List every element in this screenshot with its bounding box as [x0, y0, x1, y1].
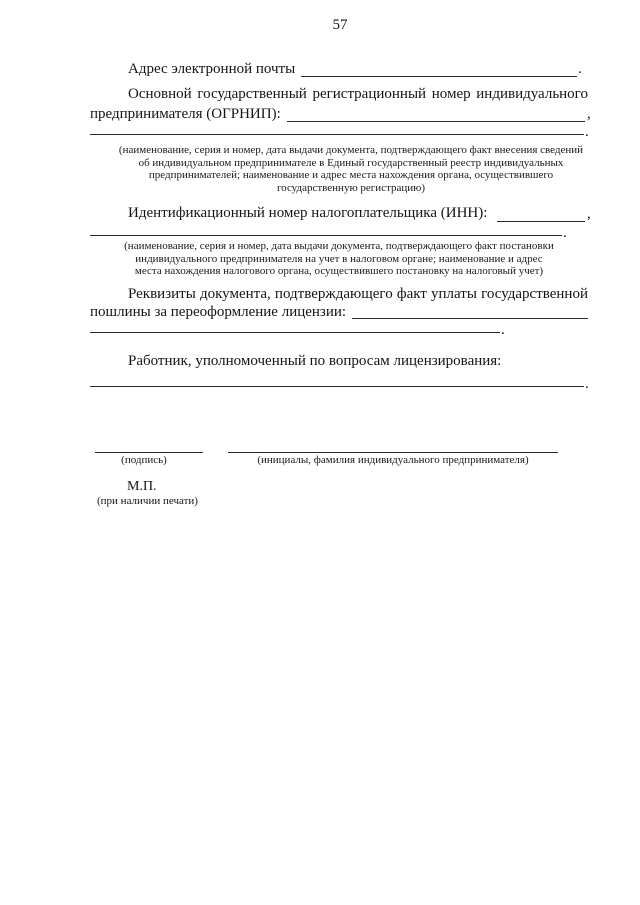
- licensing-officer-blank-line: [90, 386, 584, 387]
- stamp-label: М.П.: [127, 479, 157, 494]
- email-end-punctuation: .: [578, 61, 582, 77]
- email-blank-line: [301, 76, 577, 77]
- ogrnip-continuation-blank-line: [90, 134, 584, 135]
- label-word: факт: [396, 286, 427, 302]
- inn-caption-line: места нахождения налогового органа, осуществившего постановку на налоговый учет): [134, 265, 544, 277]
- ogrnip-caption: [100, 144, 602, 194]
- fee-document-label-line1: [128, 286, 588, 303]
- ogrnip-caption-line: предпринимателей; наименование и адрес места нахождения органа, осуществившего: [148, 169, 554, 181]
- inn-continuation-blank-line: [90, 235, 562, 236]
- page-number: 57: [332, 17, 348, 33]
- signature-caption: (подпись): [121, 454, 167, 466]
- ogrnip-caption-line: об индивидуальном предпринимателе в Единый государственный реестр индивидуальных: [138, 156, 564, 169]
- ogrnip-label-line2: предпринимателя (ОГРНИП):: [90, 106, 281, 122]
- label-word: Реквизиты: [128, 286, 196, 302]
- fee-document-label-line2: пошлины за переоформление лицензии:: [90, 304, 347, 320]
- inn-continuation-end-punctuation: .: [563, 225, 567, 241]
- label-word: индивидуального: [476, 86, 588, 102]
- name-line: [228, 452, 558, 453]
- signature-line: [95, 452, 203, 453]
- inn-line-end-punctuation: ,: [587, 206, 591, 222]
- label-word: уплаты: [431, 286, 477, 302]
- email-label: Адрес электронной почты: [128, 61, 296, 77]
- label-word: регистрационный: [312, 86, 427, 102]
- label-word: документа,: [199, 286, 271, 302]
- ogrnip-caption-line: (наименование, серия и номер, дата выдачи документа, подтверждающего факт внесения сведений: [118, 144, 584, 156]
- ogrnip-line-end-punctuation: ,: [587, 106, 591, 122]
- ogrnip-continuation-end-punctuation: .: [585, 124, 589, 140]
- label-word: подтверждающего: [274, 286, 393, 302]
- fee-document-continuation-blank-line: [90, 332, 500, 333]
- inn-blank-line: [497, 221, 585, 222]
- label-word: государственной: [481, 286, 588, 302]
- fee-document-blank-line: [352, 318, 588, 319]
- label-word: государственный: [197, 86, 307, 102]
- inn-caption-line: индивидуального предпринимателя на учет в налоговом органе; наименование и адрес: [135, 252, 543, 265]
- inn-caption-line: (наименование, серия и номер, дата выдачи документа, подтверждающего факт постановки: [124, 240, 554, 252]
- inn-caption: [90, 240, 588, 278]
- inn-label: Идентификационный номер налогоплательщика (ИНН):: [128, 205, 488, 221]
- label-word: Основной: [128, 86, 192, 102]
- licensing-officer-label: Работник, уполномоченный по вопросам лицензирования:: [128, 353, 502, 369]
- ogrnip-label-line1: [128, 86, 588, 103]
- stamp-note: (при наличии печати): [97, 495, 198, 507]
- fee-document-continuation-end-punctuation: .: [501, 322, 505, 338]
- label-word: номер: [431, 86, 471, 102]
- licensing-officer-end-punctuation: .: [585, 376, 589, 392]
- ogrnip-caption-line: государственную регистрацию): [276, 181, 426, 194]
- name-caption: (инициалы, фамилия индивидуального предпринимателя): [257, 454, 529, 466]
- ogrnip-blank-line: [287, 121, 585, 122]
